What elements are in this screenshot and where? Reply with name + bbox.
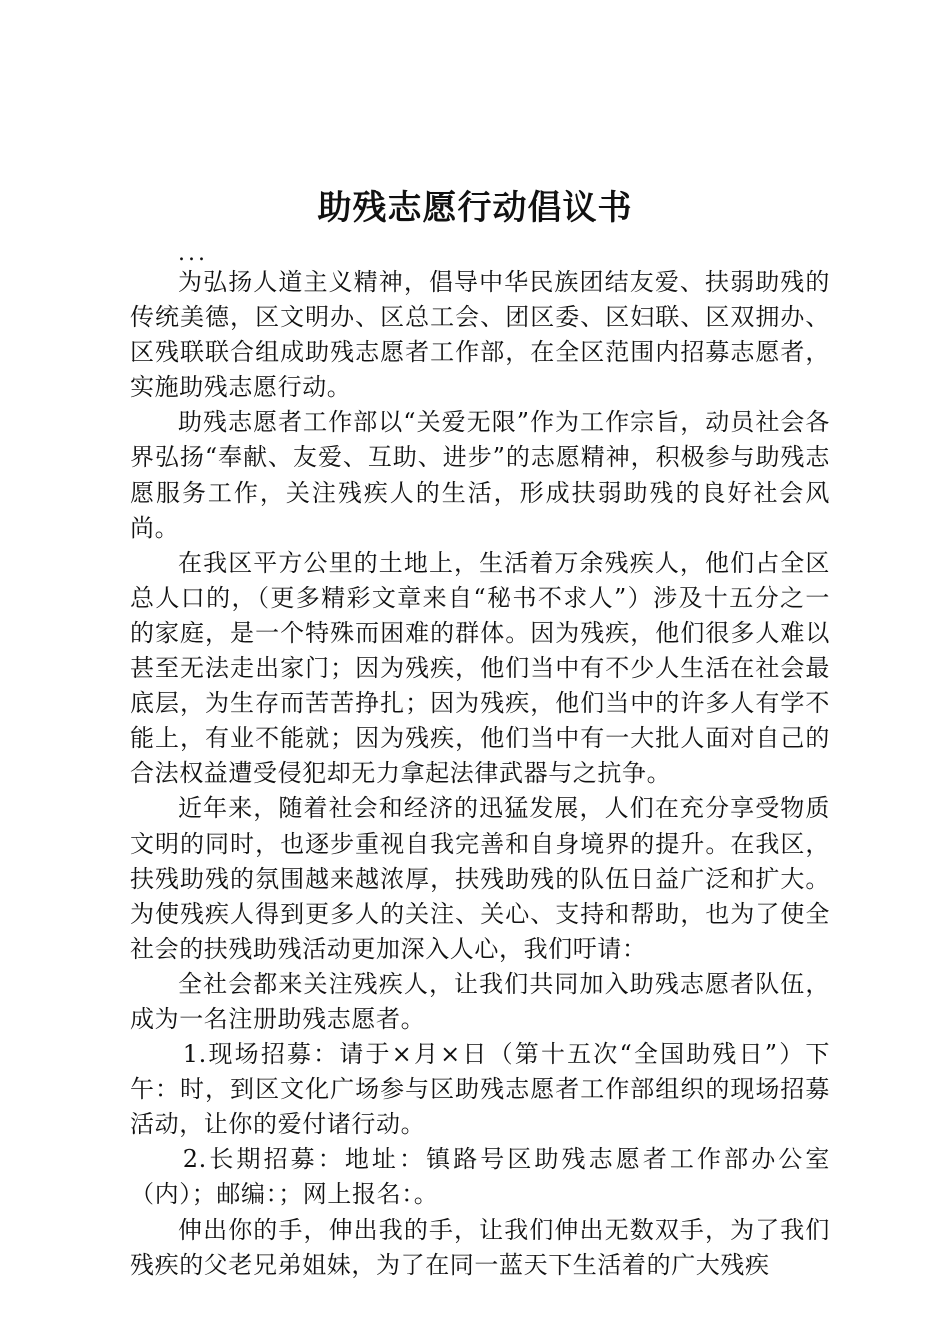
ellipsis-marker: ... [178,241,208,266]
paragraph-situation: 在我区平方公里的土地上，生活着万余残疾人，他们占全区总人口的，（更多精彩文章来自“秘书不求人”）涉及十五分之一的家庭，是一个特殊而困难的群体。因为残疾，他们很多人难以甚至无法走出家门；因为残疾，他们当中有不少人生活在社会最底层，为生存而苦苦挣扎；因为残疾，他们当中的许多人有学不能上，有业不能就；因为残疾，他们当中有一大批人面对自己的合法权益遭受侵犯却无力拿起法律武器与之抗争。 [130,548,830,788]
list-item-onsite-recruitment: 1.现场招募：请于×月×日（第十五次“全国助残日”）下午：时，到区文化广场参与区助残志愿者工作部组织的现场招募活动，让你的爱付诸行动。 [130,1040,830,1139]
document-body [130,265,830,1283]
paragraph-purpose: 助残志愿者工作部以“关爱无限”作为工作宗旨，动员社会各界弘扬“奉献、友爱、互助、进步”的志愿精神，积极参与助残志愿服务工作，关注残疾人的生活，形成扶弱助残的良好社会风尚。 [130,408,830,542]
document-title: 助残志愿行动倡议书 [317,188,633,228]
list-item-long-term-recruitment: 2.长期招募：地址：镇路号区助残志愿者工作部办公室（内）；邮编：；网上报名：。 [130,1145,830,1209]
paragraph-intro: 为弘扬人道主义精神，倡导中华民族团结友爱、扶弱助残的传统美德，区文明办、区总工会、团区委、区妇联、区双拥办、区残联联合组成助残志愿者工作部，在全区范围内招募志愿者，实施助残志愿行动。 [130,268,830,402]
paragraph-appeal: 近年来，随着社会和经济的迅猛发展，人们在充分享受物质文明的同时，也逐步重视自我完善和自身境界的提升。在我区，扶残助残的氛围越来越浓厚，扶残助残的队伍日益广泛和扩大。为使残疾人得到更多人的关注、关心、支持和帮助，也为了使全社会的扶残助残活动更加深入人心，我们吁请： [130,794,830,963]
paragraph-closing: 伸出你的手，伸出我的手，让我们伸出无数双手，为了我们残疾的父老兄弟姐妹，为了在同一蓝天下生活着的广大残疾 [130,1215,830,1279]
paragraph-call-to-action: 全社会都来关注残疾人，让我们共同加入助残志愿者队伍，成为一名注册助残志愿者。 [130,969,830,1033]
